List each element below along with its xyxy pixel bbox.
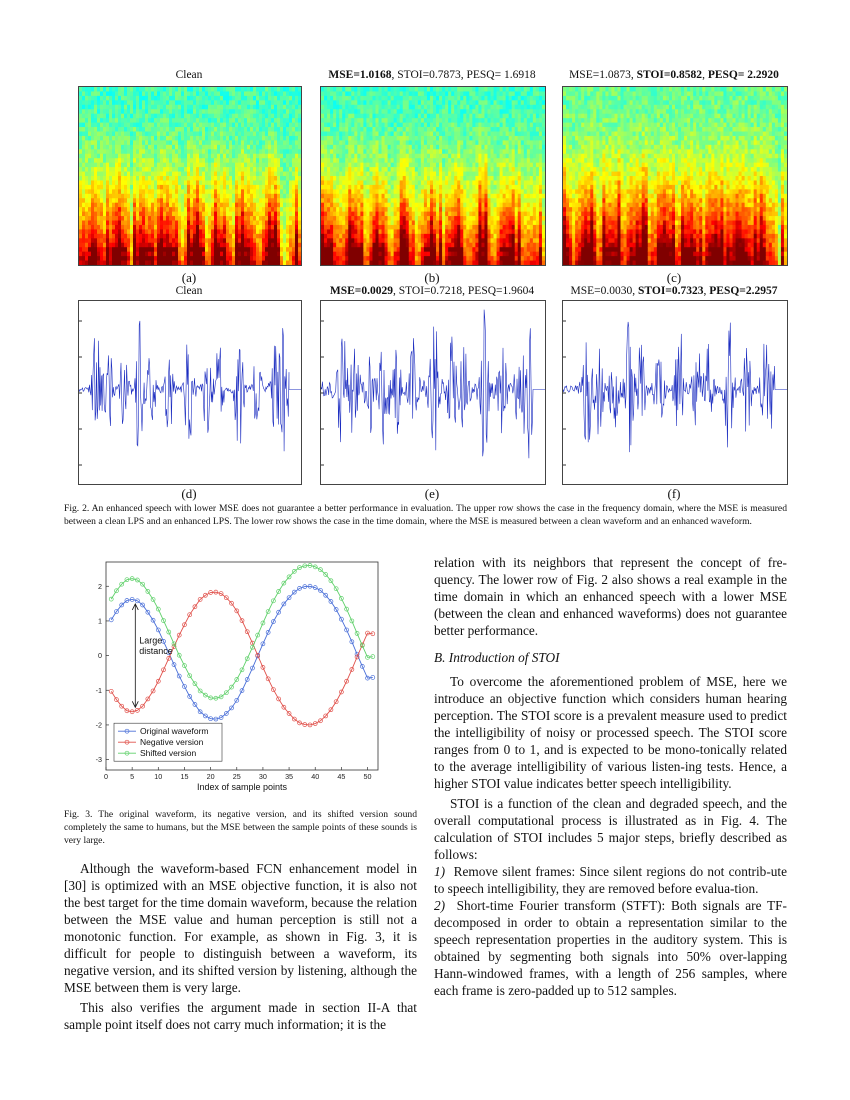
title-part: STOI=0.7323: [638, 285, 704, 297]
fig3-caption: Fig. 3. The original waveform, its negative version, and its shifted version sound completely the same to humans, but the MSE between the sample points of these sounds is very large.: [64, 809, 417, 846]
right-paragraph-2: To overcome the aforementioned problem of MSE, here we introduce an objective function which considers human hearing perception. The STOI score is a prevalent measure used to predict the intelligibility of noisy or processed speech. The STOI score ranges from 0 to 1, and is expected to be mono-tonically related to the average intelligibility of various listen-ing tests. Hence, a higher STOI value indicates better speech intelligibility.: [434, 674, 787, 791]
panel-b-title: [320, 69, 544, 81]
step-1: [434, 863, 787, 897]
spectrogram-enhanced-c: [562, 86, 788, 266]
legend-entry: Negative version: [140, 737, 204, 748]
waveform-enhanced-f: [562, 300, 788, 485]
step-2: [434, 897, 787, 999]
panel-a-title: [78, 69, 300, 81]
title-part: Clean: [175, 285, 203, 297]
y-tick-label: -1: [95, 685, 102, 695]
panel-e-label: (e): [424, 486, 440, 501]
panel-c-label: (c): [666, 270, 682, 285]
y-tick-label: 1: [98, 616, 102, 626]
spectrogram-clean: [78, 86, 302, 266]
x-axis-label: Index of sample points: [196, 782, 288, 792]
title-part: MSE=0.0030,: [570, 285, 639, 297]
panel-e-title: [320, 285, 544, 297]
title-part: Clean: [175, 69, 203, 81]
panel-f-label: (f): [667, 486, 681, 501]
left-paragraph-1: Although the waveform-based FCN enhancement model in [30] is optimized with an MSE objective function, it is also not the best target for the time domain waveform, because the relation between the MSE value and human perception is still not a monotonic function. For example, as shown in Fig. 3, it is difficult for people to distinguish between a waveform, its negative version, and its shifted version by listening, although the MSE between them is very large.: [64, 861, 417, 995]
x-tick-label: 50: [363, 772, 372, 781]
title-part: , STOI=0.7873, PESQ= 1.6918: [391, 69, 536, 81]
spectrogram-enhanced-b: [320, 86, 546, 266]
title-part: PESQ=2.2957: [709, 285, 778, 297]
right-column: [434, 554, 787, 999]
x-tick-label: 40: [311, 772, 320, 781]
step-2-text: Short-time Fourier transform (STFT): Both signals are TF-decomposed in order to obtain a representation similar to the speech representation properties in the auditory system. This is obtained by segmenting both signals into 50% over-lapping Hann-windowed frames, with a length of 256 samples, where each frame is zero-padded up to 512 samples.: [434, 898, 787, 998]
waveform-enhanced-e: [320, 300, 546, 485]
title-part: MSE=1.0168: [328, 69, 392, 81]
panel-d-title: [78, 285, 300, 297]
step-1-number: 1): [434, 864, 446, 879]
right-paragraph-3: STOI is a function of the clean and degraded speech, and the overall computational process is illustrated as in Fig. 4. The calculation of STOI includes 5 major steps, briefly described as follows:: [434, 796, 787, 862]
title-part: STOI=0.8582: [636, 69, 703, 81]
x-tick-label: 20: [206, 772, 215, 781]
title-part: , STOI=0.7218, PESQ=1.9604: [392, 285, 535, 297]
panel-b-label: (b): [424, 270, 440, 285]
y-tick-label: -3: [95, 755, 102, 765]
x-tick-label: 5: [130, 772, 135, 781]
title-part: ,: [702, 69, 708, 81]
waveform-clean: [78, 300, 302, 485]
legend-entry: Shifted version: [140, 748, 197, 759]
left-paragraph-2: This also verifies the argument made in section II-A that sample point itself does not carry much information; it is the: [64, 1000, 417, 1032]
step-1-text: Remove silent frames: Since silent regions do not contrib-ute to speech intelligibility, they are removed before evalua-tion.: [434, 864, 787, 896]
title-part: MSE=1.0873,: [569, 69, 637, 81]
title-part: ,: [703, 285, 710, 297]
x-tick-label: 25: [232, 772, 241, 781]
panel-c-title: [562, 69, 786, 81]
y-tick-label: 0: [98, 651, 102, 661]
x-tick-label: 15: [180, 772, 189, 781]
panel-d-label: (d): [181, 486, 197, 501]
x-tick-label: 10: [154, 772, 163, 781]
annotation-line-2: distance: [139, 645, 173, 656]
x-tick-label: 45: [337, 772, 346, 781]
step-2-number: 2): [434, 898, 446, 913]
annotation-line-1: Large: [139, 635, 163, 646]
x-tick-label: 35: [285, 772, 294, 781]
right-paragraph-1: relation with its neighbors that represent the concept of fre-quency. The lower row of Fig. 2 also shows a real example in the time domain in which an enhanced speech with a lower MSE (between the clean and enhanced waveforms) does not guarantee better performance.: [434, 555, 787, 638]
y-tick-label: 2: [98, 581, 102, 591]
fig3-chart: [88, 557, 394, 800]
title-part: PESQ= 2.2920: [707, 69, 779, 81]
section-heading: B. Introduction of STOI: [434, 650, 560, 665]
panel-f-title: [562, 285, 786, 297]
legend: [114, 723, 222, 761]
x-tick-label: 0: [104, 772, 108, 781]
left-column: [64, 860, 417, 1033]
panel-a-label: (a): [181, 270, 197, 285]
title-part: MSE=0.0029: [329, 285, 393, 297]
fig2-caption: Fig. 2. An enhanced speech with lower MSE does not guarantee a better performance in evaluation. The upper row shows the case in the frequency domain, where the MSE is measured between a clean LPS and an enhanced LPS. The lower row shows the case in the time domain, where the MSE is measured between a clean waveform and an enhanced waveform.: [64, 503, 787, 527]
x-tick-label: 30: [258, 772, 267, 781]
legend-entry: Original waveform: [140, 726, 209, 737]
y-tick-label: -2: [95, 720, 102, 730]
